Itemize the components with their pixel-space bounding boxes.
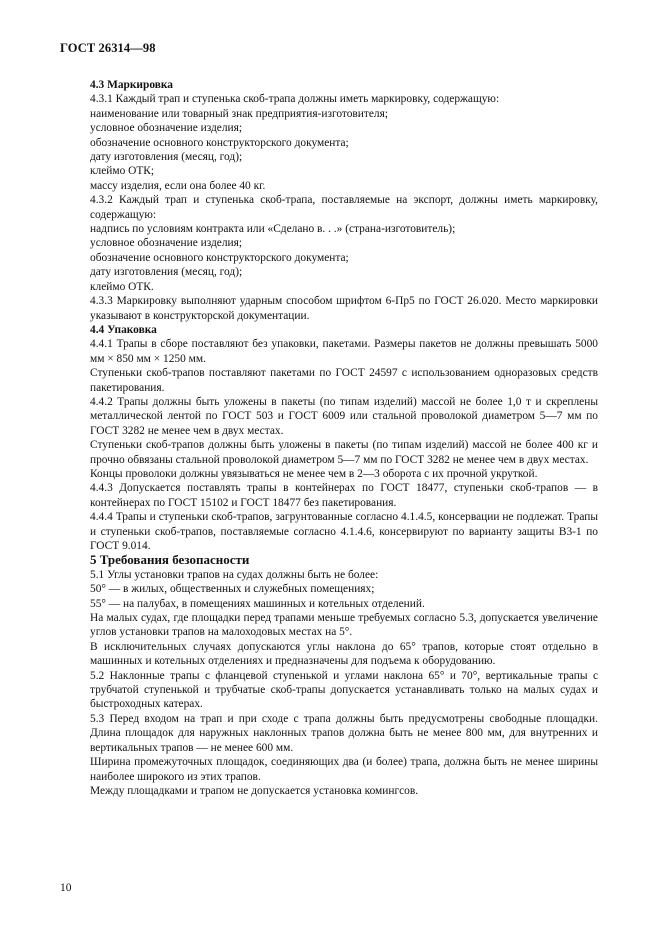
document-header: ГОСТ 26314—98 [60,41,156,55]
list-item: клеймо ОТК. [90,280,154,293]
paragraph-5-2: 5.2 Наклонные трапы с фланцевой ступенькой и углами наклона 65° и 70°, вертикальные трапы с трубчатой ступенькой и трубчатые скоб-трапы допускается устанавливать только на малых судах и быстроходных катерах. [90,669,598,711]
page-number: 10 [60,882,72,894]
list-item: надпись по условиям контракта или «Сделано в. . .» (страна-изготовитель); [90,223,456,236]
paragraph-5-3b: Ширина промежуточных площадок, соединяющих два (и более) трапа, должна быть не менее ширины наиболее широкого из этих трапов. [90,756,598,783]
paragraph-5-1: 5.1 Углы установки трапов на судах должны быть не более: [90,568,379,581]
list-item: дату изготовления (месяц, год); [90,266,243,279]
paragraph-5-3: 5.3 Перед входом на трап и при сходе с трапа должны быть предусмотрены свободные площадки. Длина площадок для наружных наклонных трапов должна быть не менее 800 мм, для внутренних и вертикальных трапов — не менее 600 мм. [90,712,598,754]
section-5-title: 5 Требования безопасности [90,552,250,568]
list-item: 55° — на палубах, в помещениях машинных и котельных отделений. [90,597,425,610]
list-item: обозначение основного конструкторского документа; [90,251,349,264]
list-item: условное обозначение изделия; [90,122,243,135]
list-item: клеймо ОТК; [90,165,155,178]
paragraph-4-4-2b: Ступеньки скоб-трапов должны быть уложены в пакеты (по типам изделий) массой не более 400 кг и прочно обвязаны стальной проволокой диаметром 5—7 мм по ГОСТ 3282 не менее чем в двух местах. [90,439,598,466]
list-item: 50° — в жилых, общественных и служебных помещениях; [90,583,375,596]
paragraph-4-3-2: 4.3.2 Каждый трап и ступенька скоб-трапа, поставляемые на экспорт, должны иметь маркировку, содержащую: [90,194,598,221]
paragraph-4-4-1: 4.4.1 Трапы в сборе поставляют без упаковки, пакетами. Размеры пакетов не должны превышать 5000 мм × 850 мм × 1250 мм. [90,338,598,365]
paragraph-5-1c: В исключительных случаях допускаются углы наклона до 65° трапов, которые стоят отдельно в машинных и котельных отделениях и предназначены для подъема к оборудованию. [90,640,598,668]
paragraph-4-4-2c: Концы проволоки должны увязываться не менее чем в 2—3 оборота с их прочной укруткой. [90,467,538,480]
document-body [90,78,598,798]
paragraph-4-3-1: 4.3.1 Каждый трап и ступенька скоб-трапа должны иметь маркировку, содержащую: [90,93,500,106]
paragraph-4-4-3: 4.4.3 Допускается поставлять трапы в контейнерах по ГОСТ 18477, ступеньки скоб-трапов — в контейнерах по ГОСТ 15102 и ГОСТ 18477 без пакетирования. [90,482,598,509]
paragraph-4-4-4: 4.4.4 Трапы и ступеньки скоб-трапов, загрунтованные согласно 4.1.4.5, консервации не подлежат. Трапы и ступеньки скоб-трапов, поставляемые согласно 4.1.4.6, консервируют по варианту защиты В3-1 по ГОСТ 9.014. [90,511,598,552]
paragraph-4-4-1b: Ступеньки скоб-трапов поставляют пакетами по ГОСТ 24597 с использованием одноразовых средств пакетирования. [90,367,598,394]
paragraph-4-3-3: 4.3.3 Маркировку выполняют ударным способом шрифтом 6-Пр5 по ГОСТ 26.020. Место маркировки указывают в конструкторской документации. [90,295,598,322]
list-item: массу изделия, если она более 40 кг. [90,179,266,192]
list-item: дату изготовления (месяц, год); [90,151,243,164]
list-item: обозначение основного конструкторского документа; [90,136,349,149]
section-4-4-title: 4.4 Упаковка [90,323,157,336]
list-item: наименование или товарный знак предприятия-изготовителя; [90,107,389,120]
section-4-3-title: 4.3 Маркировка [90,79,173,91]
paragraph-5-3c: Между площадками и трапом не допускается установка комингсов. [90,784,419,797]
paragraph-5-1b: На малых судах, где площадки перед трапами меньше требуемых согласно 5.3, допускается увеличение углов установки трапов на малоходовых местах на 5°. [90,612,598,639]
paragraph-4-4-2: 4.4.2 Трапы должны быть уложены в пакеты (по типам изделий) массой не более 1,0 т и скреплены металлической лентой по ГОСТ 503 и ГОСТ 6009 или стальной проволокой диаметром 5—7 мм по ГОСТ 3282 не менее чем в двух местах. [90,395,598,437]
list-item: условное обозначение изделия; [90,237,243,250]
